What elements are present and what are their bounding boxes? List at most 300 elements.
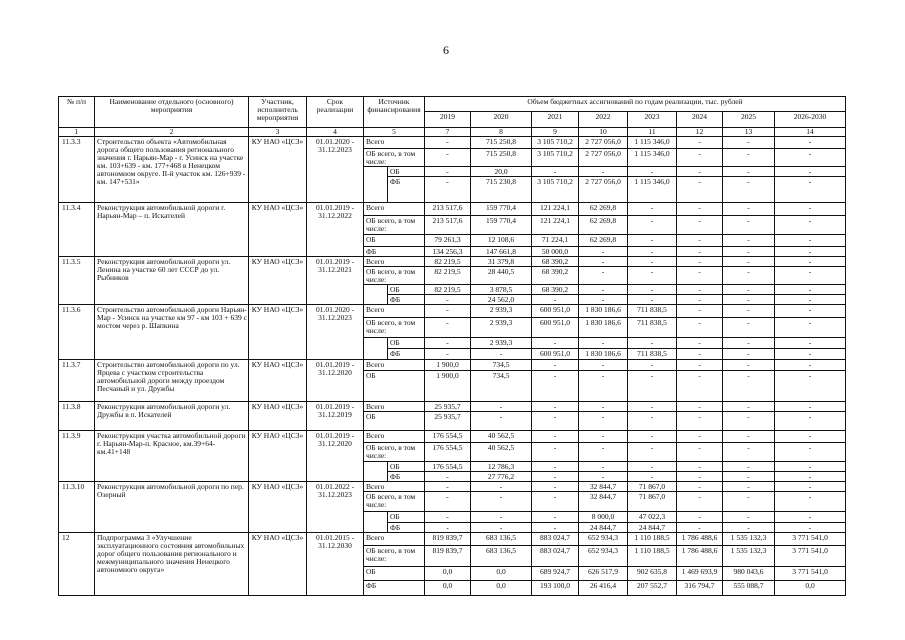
funding-value: - (425, 149, 471, 167)
funding-value: - (579, 462, 628, 472)
funding-value: - (579, 338, 628, 349)
funding-value: - (723, 305, 775, 318)
funding-value: 600 951,0 (532, 318, 579, 338)
funding-value: - (775, 402, 846, 412)
funding-value: - (723, 462, 775, 472)
funding-value: - (775, 295, 846, 305)
funding-value: - (628, 235, 677, 247)
item-number: 11.3.7 (59, 360, 95, 402)
column-numbers-row (59, 128, 846, 137)
funding-source: Всего (364, 137, 425, 149)
funding-value: - (775, 167, 846, 177)
funding-value: - (628, 203, 677, 216)
funding-value: 3 105 710,2 (532, 137, 579, 149)
item-name: Реконструкция автомобильной дороги ул. Дружбы в п. Искателей (95, 402, 249, 431)
table-header (59, 97, 846, 137)
funding-source: ОБ (364, 412, 425, 431)
funding-value: 68 390,2 (532, 267, 579, 285)
funding-value: - (723, 295, 775, 305)
funding-value: - (723, 349, 775, 360)
funding-source: Всего (364, 203, 425, 216)
funding-value: - (532, 412, 579, 431)
column-number: 14 (775, 128, 846, 137)
header-year: 2020 (471, 112, 532, 128)
funding-value: 715 250,8 (471, 149, 532, 167)
funding-value: 711 838,5 (628, 318, 677, 338)
funding-value: - (628, 360, 677, 371)
header-participant: Участник, исполнитель мероприятия (249, 97, 307, 128)
funding-value: - (723, 431, 775, 443)
funding-value: - (775, 285, 846, 295)
funding-value: - (425, 349, 471, 360)
funding-value: 3 771 541,0 (775, 567, 846, 581)
funding-value: - (775, 203, 846, 216)
header-year: 2024 (677, 112, 723, 128)
funding-value: 2 727 056,0 (579, 137, 628, 149)
funding-value: - (579, 431, 628, 443)
funding-source: Всего (364, 257, 425, 267)
funding-value: - (677, 402, 723, 412)
funding-value: 32 844,7 (579, 492, 628, 512)
funding-value: - (425, 512, 471, 523)
funding-value: - (775, 267, 846, 285)
funding-value: - (677, 305, 723, 318)
funding-value: 902 635,8 (628, 567, 677, 581)
funding-value: - (723, 257, 775, 267)
funding-source: Всего (364, 533, 425, 546)
funding-value: - (775, 462, 846, 472)
funding-value: - (723, 512, 775, 523)
funding-source: ФБ (364, 581, 425, 596)
funding-value: 1 786 488,6 (677, 533, 723, 546)
funding-value: - (628, 247, 677, 257)
funding-value: 71 224,1 (532, 235, 579, 247)
funding-value: - (677, 462, 723, 472)
funding-value: - (723, 216, 775, 235)
funding-value: - (677, 235, 723, 247)
funding-value: 3 771 541,0 (775, 533, 846, 546)
funding-value: - (775, 443, 846, 462)
funding-source-indent (364, 285, 388, 305)
funding-value: - (628, 402, 677, 412)
item-name: Реконструкция автомобильной дороги г. Нарьян-Мар – п. Искателей (95, 203, 249, 257)
funding-value: - (677, 149, 723, 167)
funding-value: 50 000,0 (532, 247, 579, 257)
funding-value: - (579, 412, 628, 431)
funding-value: - (775, 247, 846, 257)
funding-value: 980 043,6 (723, 567, 775, 581)
funding-value: - (425, 523, 471, 533)
funding-value: 71 867,0 (628, 492, 677, 512)
funding-source: Всего (364, 402, 425, 412)
funding-value: - (628, 267, 677, 285)
funding-value: - (532, 523, 579, 533)
item-period: 01.01.2020 - 31.12.2023 (307, 137, 364, 203)
funding-source: ОБ всего, в том числе: (364, 318, 425, 338)
header-year: 2019 (425, 112, 471, 128)
funding-value: 600 951,0 (532, 305, 579, 318)
table-row (59, 257, 846, 267)
funding-value: 40 562,5 (471, 443, 532, 462)
funding-source: ФБ (388, 472, 425, 482)
funding-value: - (677, 285, 723, 295)
funding-value: - (532, 462, 579, 472)
funding-value: - (775, 371, 846, 402)
item-period: 01.01.2015 - 31.12.2030 (307, 533, 364, 596)
funding-value: - (775, 431, 846, 443)
funding-value: 1 115 346,0 (628, 177, 677, 203)
funding-value: - (579, 285, 628, 295)
funding-source: ОБ всего, в том числе: (364, 546, 425, 567)
funding-value: - (677, 443, 723, 462)
funding-value: - (532, 167, 579, 177)
funding-value: 71 867,0 (628, 482, 677, 492)
funding-value: - (723, 492, 775, 512)
funding-value: - (677, 137, 723, 149)
funding-value: - (775, 177, 846, 203)
funding-source-indent (364, 462, 388, 482)
funding-value: - (723, 235, 775, 247)
funding-value: 1 469 693,9 (677, 567, 723, 581)
item-participant: КУ НАО «ЦСЗ» (249, 203, 307, 257)
funding-value: 2 939,3 (471, 338, 532, 349)
funding-value: 715 230,8 (471, 177, 532, 203)
header-year: 2021 (532, 112, 579, 128)
funding-value: - (628, 412, 677, 431)
header-source: Источник финансирования (364, 97, 425, 128)
item-participant: КУ НАО «ЦСЗ» (249, 257, 307, 305)
funding-value: - (723, 149, 775, 167)
funding-value: - (677, 512, 723, 523)
funding-source: ОБ (388, 285, 425, 295)
funding-value: 316 794,7 (677, 581, 723, 596)
funding-value: 121 224,1 (532, 203, 579, 216)
funding-source: ОБ (364, 567, 425, 581)
funding-value: - (775, 472, 846, 482)
funding-value: 62 269,8 (579, 216, 628, 235)
funding-value: - (723, 267, 775, 285)
funding-value: - (425, 318, 471, 338)
column-number: 1 (59, 128, 95, 137)
funding-value: 213 517,6 (425, 203, 471, 216)
header-year: 2026-2030 (775, 112, 846, 128)
funding-value: - (723, 167, 775, 177)
funding-value: - (532, 295, 579, 305)
column-number: 11 (628, 128, 677, 137)
funding-value: 0,0 (425, 581, 471, 596)
funding-value: - (723, 285, 775, 295)
funding-value: - (775, 137, 846, 149)
funding-value: 1 115 346,0 (628, 149, 677, 167)
funding-value: 47 022,3 (628, 512, 677, 523)
funding-source: ОБ (388, 512, 425, 523)
funding-value: - (723, 412, 775, 431)
funding-source: ОБ (364, 371, 425, 402)
funding-value: - (723, 360, 775, 371)
funding-value: - (677, 371, 723, 402)
funding-value: - (723, 318, 775, 338)
funding-value: 1 535 132,3 (723, 533, 775, 546)
funding-value: 711 838,5 (628, 305, 677, 318)
column-number: 10 (579, 128, 628, 137)
funding-source: ОБ (364, 235, 425, 247)
page-number: 6 (443, 43, 449, 57)
funding-source: ОБ всего, в том числе: (364, 492, 425, 512)
funding-value: 24 562,0 (471, 295, 532, 305)
funding-value: 711 838,5 (628, 349, 677, 360)
table-row (59, 305, 846, 318)
funding-value: 2 727 056,0 (579, 149, 628, 167)
funding-value: - (723, 137, 775, 149)
funding-value: 0,0 (471, 567, 532, 581)
funding-value: 1 900,0 (425, 360, 471, 371)
funding-source-indent (364, 167, 388, 203)
funding-value: 25 935,7 (425, 402, 471, 412)
funding-value: - (532, 482, 579, 492)
funding-value: 0,0 (425, 567, 471, 581)
funding-value: 176 554,5 (425, 431, 471, 443)
item-number: 11.3.8 (59, 402, 95, 431)
funding-value: - (775, 235, 846, 247)
funding-value: - (471, 512, 532, 523)
funding-value: 121 224,1 (532, 216, 579, 235)
funding-value: - (471, 492, 532, 512)
item-period: 01.01.2019 - 31.12.2020 (307, 431, 364, 482)
header-num: № п/п (59, 97, 95, 128)
funding-value: 147 661,8 (471, 247, 532, 257)
funding-value: - (425, 482, 471, 492)
funding-value: - (579, 267, 628, 285)
funding-value: - (775, 523, 846, 533)
funding-value: - (677, 338, 723, 349)
funding-value: 8 000,0 (579, 512, 628, 523)
funding-value: - (471, 482, 532, 492)
funding-value: 1 830 186,6 (579, 305, 628, 318)
funding-value: - (628, 338, 677, 349)
funding-value: - (471, 349, 532, 360)
funding-value: - (775, 305, 846, 318)
funding-source-indent (364, 338, 388, 360)
funding-value: 1 786 488,6 (677, 546, 723, 567)
funding-value: - (532, 492, 579, 512)
funding-value: 0,0 (471, 581, 532, 596)
table-row (59, 137, 846, 149)
funding-value: 715 250,8 (471, 137, 532, 149)
header-budget: Объем бюджетных ассигнований по годам реализации, тыс. рублей (425, 97, 846, 112)
funding-value: 31 379,8 (471, 257, 532, 267)
funding-value: - (723, 402, 775, 412)
funding-value: - (723, 338, 775, 349)
column-number: 7 (425, 128, 471, 137)
funding-value: - (677, 318, 723, 338)
funding-value: - (677, 412, 723, 431)
funding-value: 689 924,7 (532, 567, 579, 581)
funding-value: 683 136,5 (471, 546, 532, 567)
table-row (59, 533, 846, 546)
item-name: Строительство автомобильной дороги Нарьян-Мар - Усинск на участке км 97 - км 103 + 639 с мостом через р. Шапкина (95, 305, 249, 360)
funding-value: - (775, 482, 846, 492)
funding-value: - (775, 349, 846, 360)
funding-value: - (628, 371, 677, 402)
funding-value: - (628, 472, 677, 482)
funding-value: - (579, 402, 628, 412)
funding-source: Всего (364, 482, 425, 492)
funding-value: - (723, 203, 775, 216)
funding-value: 626 517,9 (579, 567, 628, 581)
funding-value: 40 562,5 (471, 431, 532, 443)
funding-value: - (723, 247, 775, 257)
column-number: 2 (95, 128, 249, 137)
funding-value: 883 024,7 (532, 533, 579, 546)
funding-value: - (775, 412, 846, 431)
funding-value: 1 830 186,6 (579, 318, 628, 338)
column-number: 9 (532, 128, 579, 137)
funding-value: 193 100,0 (532, 581, 579, 596)
funding-value: 32 844,7 (579, 482, 628, 492)
header-year: 2023 (628, 112, 677, 128)
funding-source: ОБ всего, в том числе: (364, 443, 425, 462)
funding-value: - (628, 462, 677, 472)
funding-value: - (532, 472, 579, 482)
item-number: 11.3.9 (59, 431, 95, 482)
funding-value: 26 416,4 (579, 581, 628, 596)
funding-value: 883 024,7 (532, 546, 579, 567)
item-name: Реконструкция участка автомобильной дороги г. Нарьян-Мар-п. Красное, км.39+64-км.41+148 (95, 431, 249, 482)
funding-value: - (677, 360, 723, 371)
header-name: Наименование отдельного (основного) мероприятия (95, 97, 249, 128)
funding-value: - (425, 472, 471, 482)
funding-value: - (425, 177, 471, 203)
funding-value: 12 786,3 (471, 462, 532, 472)
item-period: 01.01.2019 - 31.12.2020 (307, 360, 364, 402)
item-name: Подпрограмма 3 «Улучшение эксплуатационного состояния автомобильных дорог общего пользования регионального и межмуниципального значения Ненецкого автономного округа» (95, 533, 249, 596)
funding-value: 25 935,7 (425, 412, 471, 431)
item-period: 01.01.2019 - 31.12.2022 (307, 203, 364, 257)
funding-value: 82 219,5 (425, 257, 471, 267)
funding-value: 2 939,3 (471, 318, 532, 338)
funding-value: 3 105 710,2 (532, 177, 579, 203)
funding-value: 652 934,3 (579, 533, 628, 546)
item-number: 11.3.6 (59, 305, 95, 360)
funding-value: - (425, 137, 471, 149)
funding-value: 12 108,6 (471, 235, 532, 247)
item-name: Строительство автомобильной дороги по ул. Ярцева с участком строительства автомобильной дороги между проездом Песчаный и ул. Дружбы (95, 360, 249, 402)
funding-source: Всего (364, 305, 425, 318)
funding-value: 82 219,5 (425, 267, 471, 285)
funding-source: ФБ (388, 177, 425, 203)
item-participant: КУ НАО «ЦСЗ» (249, 431, 307, 482)
funding-value: 159 770,4 (471, 203, 532, 216)
funding-value: 159 770,4 (471, 216, 532, 235)
funding-value: 207 552,7 (628, 581, 677, 596)
funding-value: - (425, 492, 471, 512)
funding-value: - (579, 371, 628, 402)
header-period: Срок реализации (307, 97, 364, 128)
funding-value: - (532, 443, 579, 462)
column-number: 3 (249, 128, 307, 137)
funding-value: 2 939,3 (471, 305, 532, 318)
funding-value: - (628, 216, 677, 235)
funding-value: 3 105 710,2 (532, 149, 579, 167)
funding-value: - (579, 472, 628, 482)
item-participant: КУ НАО «ЦСЗ» (249, 305, 307, 360)
funding-value: - (775, 216, 846, 235)
funding-value: - (628, 295, 677, 305)
funding-value: - (532, 431, 579, 443)
funding-value: 555 088,7 (723, 581, 775, 596)
funding-value: 819 839,7 (425, 533, 471, 546)
funding-value: 3 771 541,0 (775, 546, 846, 567)
funding-value: 24 844,7 (628, 523, 677, 533)
funding-value: - (628, 257, 677, 267)
header-row (59, 97, 846, 112)
funding-value: 27 776,2 (471, 472, 532, 482)
funding-source: Всего (364, 360, 425, 371)
item-name: Строительство объекта «Автомобильная дорога общего пользования регионального значения г. Нарьян-Мар - г. Усинск на участке км. 103+639 - км. 177+468 в Ненецком автономном округе. II-й участок км. 126+939 - км. 147+531» (95, 137, 249, 203)
funding-value: - (677, 216, 723, 235)
item-period: 01.01.2019 - 31.12.2019 (307, 402, 364, 431)
funding-source: ОБ (388, 167, 425, 177)
table-row (59, 431, 846, 443)
funding-source: Всего (364, 431, 425, 443)
funding-value: - (628, 285, 677, 295)
funding-value: - (579, 443, 628, 462)
funding-value: - (723, 472, 775, 482)
funding-value: 28 440,5 (471, 267, 532, 285)
item-number: 11.3.3 (59, 137, 95, 203)
funding-value: - (471, 412, 532, 431)
funding-value: 24 844,7 (579, 523, 628, 533)
funding-value: - (677, 349, 723, 360)
funding-value: - (723, 482, 775, 492)
funding-value: - (471, 523, 532, 533)
funding-value: 68 390,2 (532, 257, 579, 267)
funding-source: ОБ (388, 338, 425, 349)
budget-table (58, 96, 846, 596)
funding-value: - (677, 203, 723, 216)
funding-value: - (775, 338, 846, 349)
funding-value: - (579, 167, 628, 177)
funding-value: 176 554,5 (425, 443, 471, 462)
funding-value: - (775, 360, 846, 371)
funding-source-indent (364, 512, 388, 533)
funding-value: 652 934,3 (579, 546, 628, 567)
funding-value: - (532, 402, 579, 412)
header-year: 2022 (579, 112, 628, 128)
funding-value: - (677, 492, 723, 512)
funding-source: ОБ (388, 462, 425, 472)
funding-source: ОБ всего, в том числе: (364, 267, 425, 285)
funding-value: - (775, 149, 846, 167)
funding-value: 62 269,8 (579, 235, 628, 247)
funding-value: 683 136,5 (471, 533, 532, 546)
funding-value: - (532, 360, 579, 371)
column-number: 5 (364, 128, 425, 137)
item-period: 01.01.2022 - 31.12.2023 (307, 482, 364, 533)
item-period: 01.01.2020 - 31.12.2023 (307, 305, 364, 360)
funding-value: - (677, 431, 723, 443)
item-number: 11.3.10 (59, 482, 95, 533)
funding-value: - (579, 257, 628, 267)
item-period: 01.01.2019 - 31.12.2021 (307, 257, 364, 305)
funding-value: 3 878,5 (471, 285, 532, 295)
funding-value: - (723, 371, 775, 402)
funding-value: - (677, 472, 723, 482)
funding-value: - (677, 247, 723, 257)
funding-value: 734,5 (471, 360, 532, 371)
funding-value: - (579, 360, 628, 371)
item-participant: КУ НАО «ЦСЗ» (249, 137, 307, 203)
